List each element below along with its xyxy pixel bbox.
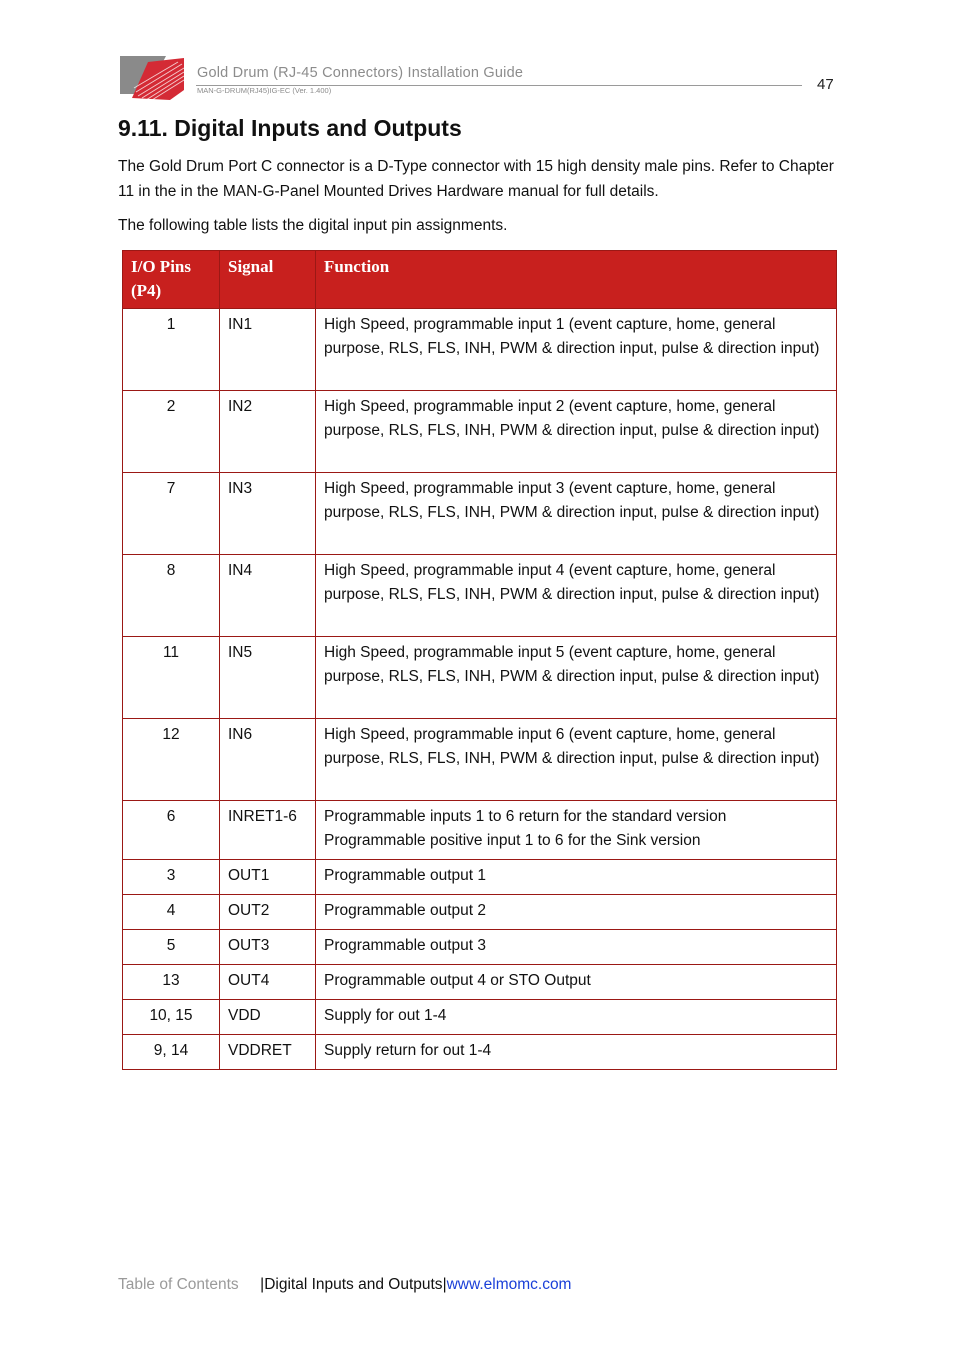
pin-cell: 8 [123,555,220,637]
pin-cell: 9, 14 [123,1035,220,1070]
function-line: Programmable inputs 1 to 6 return for the standard version [324,808,727,825]
pin-cell: 11 [123,637,220,719]
function-cell: High Speed, programmable input 1 (event capture, home, general purpose, RLS, FLS, INH, PWM & direction input, pulse & direction input) [316,309,837,391]
function-cell: High Speed, programmable input 6 (event capture, home, general purpose, RLS, FLS, INH, PWM & direction input, pulse & direction input) [316,719,837,801]
table-row [123,391,837,473]
page-number: 47 [817,76,834,93]
signal-cell: OUT3 [220,930,316,965]
pin-cell: 7 [123,473,220,555]
website-link[interactable]: www.elmomc.com [446,1276,572,1293]
signal-cell: IN6 [220,719,316,801]
signal-cell: OUT1 [220,860,316,895]
col-header-pins: I/O Pins (P4) [123,251,220,309]
pin-cell: 2 [123,391,220,473]
pin-cell: 6 [123,801,220,860]
function-cell: Supply for out 1-4 [316,1000,837,1035]
pin-cell: 10, 15 [123,1000,220,1035]
table-row [123,965,837,1000]
function-cell: Programmable output 4 or STO Output [316,965,837,1000]
function-cell: Supply return for out 1-4 [316,1035,837,1070]
function-cell: Programmable output 3 [316,930,837,965]
table-row [123,309,837,391]
pin-cell: 12 [123,719,220,801]
table-header-row [123,251,837,309]
col-header-function: Function [316,251,837,309]
table-row [123,895,837,930]
table-row [123,719,837,801]
table-row [123,555,837,637]
function-cell: High Speed, programmable input 3 (event capture, home, general purpose, RLS, FLS, INH, PWM & direction input, pulse & direction input) [316,473,837,555]
table-row [123,1035,837,1070]
table-row [123,860,837,895]
pin-cell: 3 [123,860,220,895]
elmo-logo [118,54,186,102]
pin-assignment-table [122,250,837,1070]
table-row [123,930,837,965]
signal-cell: VDD [220,1000,316,1035]
signal-cell: IN1 [220,309,316,391]
signal-cell: IN2 [220,391,316,473]
function-cell: Programmable output 2 [316,895,837,930]
function-cell: High Speed, programmable input 4 (event capture, home, general purpose, RLS, FLS, INH, PWM & direction input, pulse & direction input) [316,555,837,637]
col-header-signal: Signal [220,251,316,309]
function-line: Programmable positive input 1 to 6 for the Sink version [324,832,701,849]
function-cell: High Speed, programmable input 5 (event capture, home, general purpose, RLS, FLS, INH, PWM & direction input, pulse & direction input) [316,637,837,719]
pin-cell: 5 [123,930,220,965]
signal-cell: IN5 [220,637,316,719]
pin-cell: 4 [123,895,220,930]
table-of-contents-link[interactable]: Table of Contents [118,1276,239,1293]
table-row [123,637,837,719]
pin-cell: 13 [123,965,220,1000]
signal-cell: IN4 [220,555,316,637]
footer-separator: | [442,1276,447,1293]
signal-cell: VDDRET [220,1035,316,1070]
table-row [123,1000,837,1035]
signal-cell: OUT4 [220,965,316,1000]
pin-cell: 1 [123,309,220,391]
intro-paragraph: The Gold Drum Port C connector is a D-Type connector with 15 high density male pins. Refer to Chapter 11 in the in the MAN-G-Panel Mounted Drives Hardware manual for full details. [118,158,834,200]
function-cell: Programmable output 1 [316,860,837,895]
section-title: 9.11. Digital Inputs and Outputs [118,115,462,141]
footer-separator: | [238,1276,265,1293]
function-cell [316,801,837,860]
signal-cell: INRET1-6 [220,801,316,860]
page-footer [118,1276,571,1294]
signal-cell: OUT2 [220,895,316,930]
table-row [123,473,837,555]
function-cell: High Speed, programmable input 2 (event capture, home, general purpose, RLS, FLS, INH, PWM & direction input, pulse & direction input) [316,391,837,473]
table-row [123,801,837,860]
table-intro-paragraph: The following table lists the digital input pin assignments. [118,217,508,234]
header-title: Gold Drum (RJ-45 Connectors) Installation Guide [197,65,524,81]
header-doc-code: MAN-G-DRUM(RJ45)IG-EC (Ver. 1.400) [197,86,332,95]
signal-cell: IN3 [220,473,316,555]
footer-section-name: Digital Inputs and Outputs [264,1276,443,1293]
